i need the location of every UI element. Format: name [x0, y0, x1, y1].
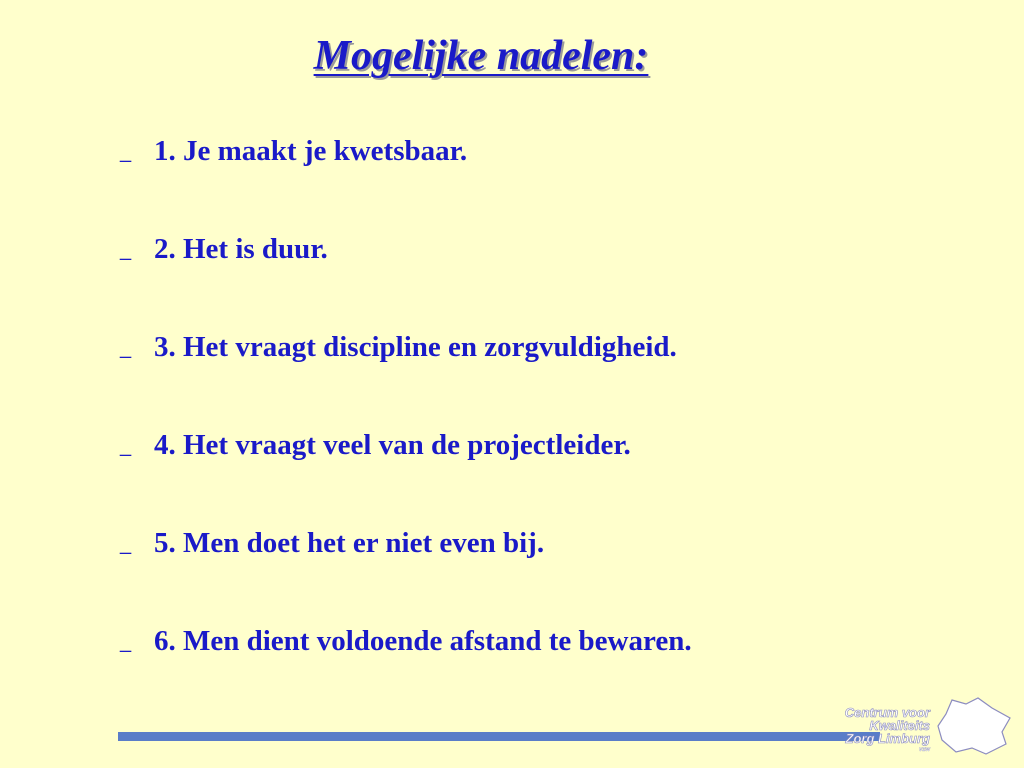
- list-item: [120, 424, 692, 522]
- list-item-text: 4. Het vraagt veel van de projectleider.: [154, 429, 631, 461]
- list-item-text: 3. Het vraagt discipline en zorgvuldigheid.: [154, 331, 677, 363]
- list-item-text: 1. Je maakt je kwetsbaar.: [154, 135, 468, 167]
- footer-bar: [118, 732, 880, 741]
- list-item: [120, 620, 692, 718]
- slide-title: Mogelijke nadelen:: [313, 33, 649, 79]
- bullet-marker: _: [120, 239, 132, 261]
- bullet-marker: _: [120, 631, 132, 653]
- limburg-map-outline-icon: [934, 696, 1016, 758]
- list-item: [120, 130, 692, 228]
- bullet-marker: _: [120, 141, 132, 163]
- list-item: [120, 522, 692, 620]
- list-item-text: 6. Men dient voldoende afstand te bewaren.: [154, 625, 692, 657]
- logo-line: Centrum voor: [844, 705, 930, 720]
- list-item-text: 2. Het is duur.: [154, 233, 328, 265]
- bullet-marker: _: [120, 533, 132, 555]
- bullet-marker: _: [120, 435, 132, 457]
- bullet-marker: _: [120, 337, 132, 359]
- list-item-text: 5. Men doet het er niet even bij.: [154, 527, 545, 559]
- logo-text: [845, 706, 930, 755]
- logo-suffix: vzw: [918, 747, 930, 753]
- organization-logo: [822, 696, 1018, 768]
- logo-line: Zorg Limburg: [845, 731, 930, 746]
- list-item: [120, 326, 692, 424]
- list-item: [120, 228, 692, 326]
- logo-line: Kwaliteits: [869, 718, 930, 733]
- bullet-list: [120, 130, 692, 718]
